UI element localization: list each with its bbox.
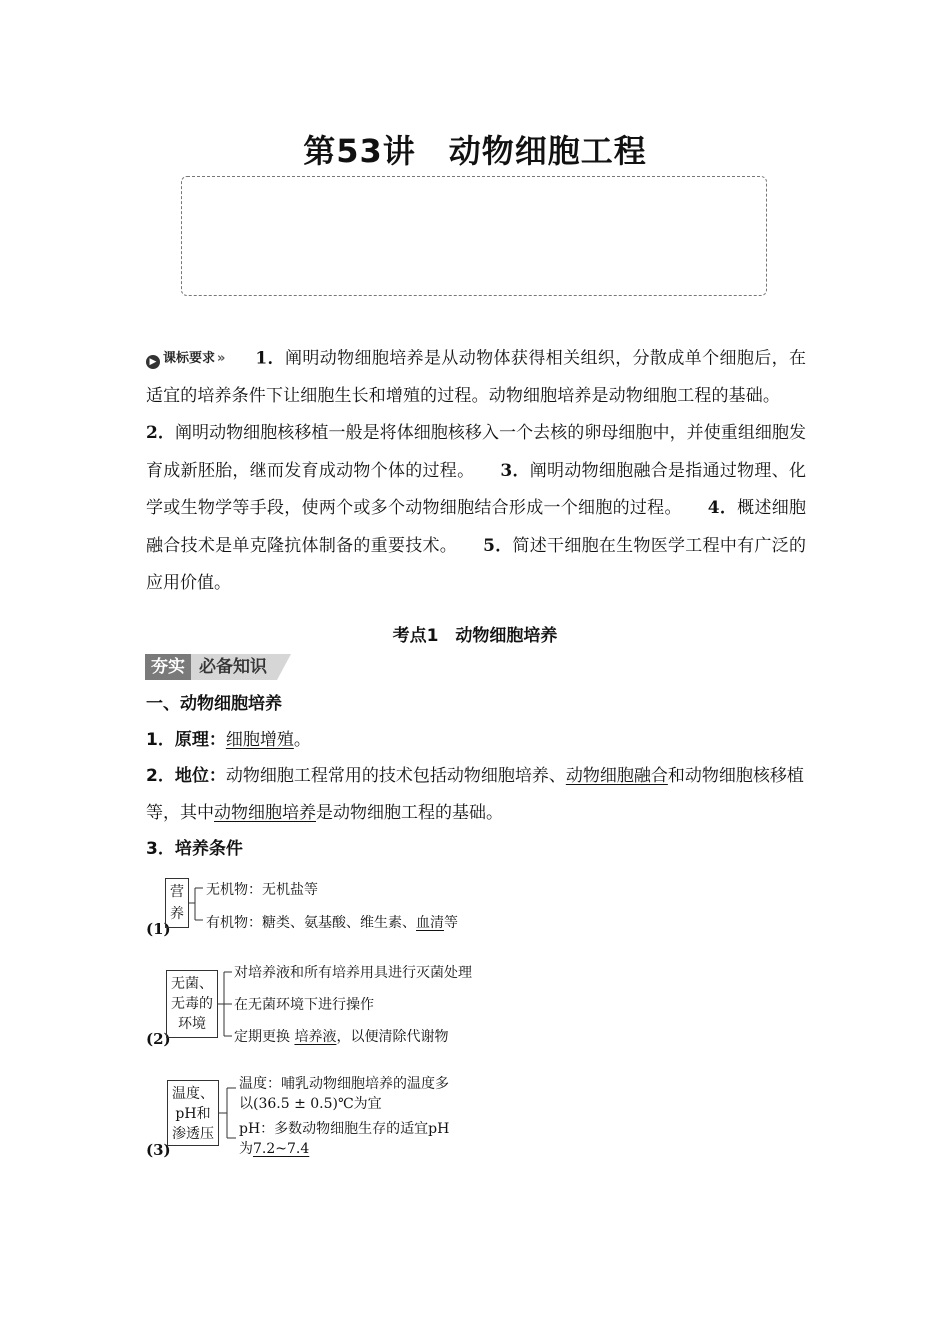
temp-ph-box: 温度、 pH和 渗透压 bbox=[167, 1080, 219, 1146]
bracket-2 bbox=[218, 968, 234, 1040]
ph-range-item: 为7.2~7.4 bbox=[239, 1141, 310, 1157]
curriculum-requirements: ▶ 课标要求 » 1．阐明动物细胞培养是从动物体获得相关组织，分散成单个细胞后，在适宜的培养条件下让细胞生长和增殖的过程。动物细胞培养是动物细胞工程的基础。2．阐明动物细胞核移植一般是将体细胞核移入一个去核的卵母细胞中，并使重组细胞发育成新胚胎，继而发育成动物个体的过程。 3．阐明动物细胞融合是指通过物理、化学或生物学等手段，使两个或多个动物细胞结合形成一个细胞的过程。 4．概述细胞融合技术是单克隆抗体制备的重要技术。 5．简述干细胞在生物医学工程中有广泛的应用价值。 bbox=[146, 340, 806, 603]
play-icon: ▶ bbox=[146, 355, 160, 369]
status-paragraph: 2．地位：动物细胞工程常用的技术包括动物细胞培养、动物细胞融合和动物细胞核移植等，其中动物细胞培养是动物细胞工程的基础。 bbox=[146, 766, 804, 823]
requirements-badge: ▶ 课标要求 » bbox=[146, 340, 225, 378]
dashed-note-box bbox=[181, 176, 767, 296]
nutrition-box: 营 养 bbox=[165, 878, 189, 928]
heading-animal-cell-culture: 一、动物细胞培养 bbox=[146, 694, 282, 714]
answer-principle: 细胞增殖 bbox=[225, 730, 294, 750]
bracket-1 bbox=[189, 878, 205, 928]
sterile-box: 无菌、 无毒的 环境 bbox=[166, 970, 218, 1038]
answer-cell-fusion: 动物细胞融合 bbox=[565, 766, 668, 786]
section-heading: 考点1 动物细胞培养 bbox=[392, 626, 558, 646]
replace-medium-item: 定期更换 培养液，以便清除代谢物 bbox=[234, 1029, 449, 1045]
page-title: 第53讲 动物细胞工程 bbox=[303, 132, 647, 170]
bracket-3 bbox=[219, 1078, 239, 1148]
culture-conditions-heading: 3．培养条件 bbox=[146, 839, 243, 859]
organic-item: 有机物：糖类、氨基酸、维生素、血清等 bbox=[206, 915, 458, 931]
principle-line: 1．原理：细胞增殖。 bbox=[146, 730, 311, 750]
double-chevron-icon: » bbox=[217, 351, 226, 366]
knowledge-banner: 夯实 必备知识 bbox=[145, 654, 291, 680]
answer-cell-culture: 动物细胞培养 bbox=[214, 803, 316, 823]
